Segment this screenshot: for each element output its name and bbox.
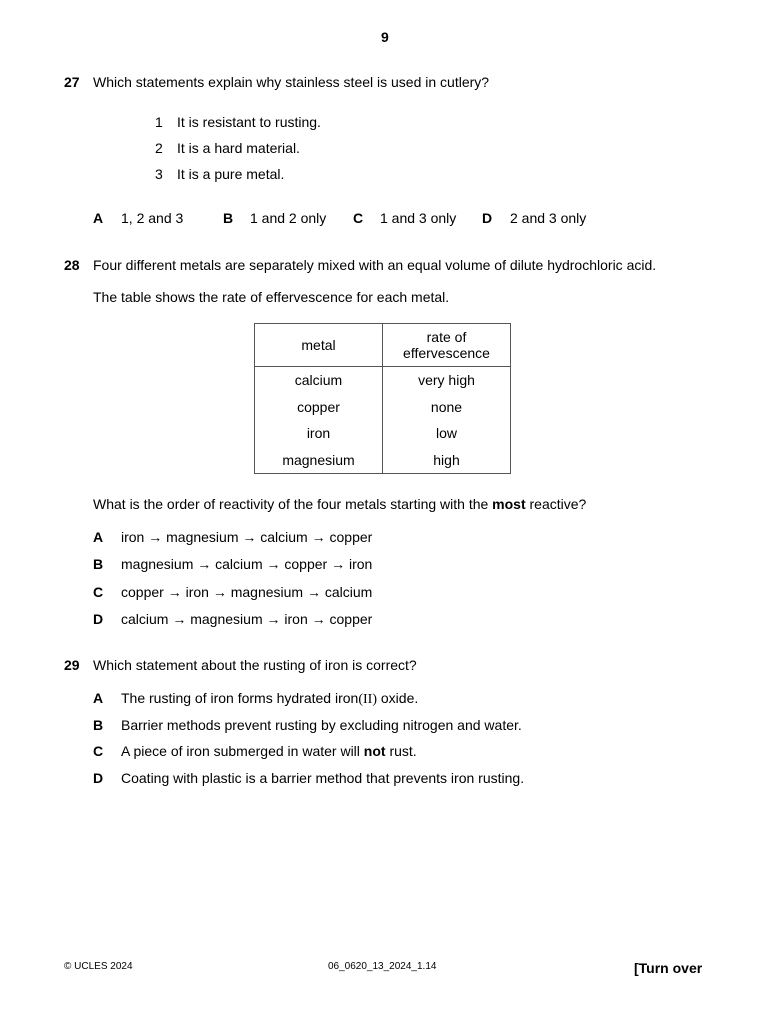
q28-option-b: magnesium → calcium → copper → iron: [121, 556, 373, 572]
q27-option-d-letter: D: [482, 210, 493, 226]
q27-statement-1: It is resistant to rusting.: [177, 114, 321, 130]
table-cell-rate: none: [383, 394, 511, 421]
q27-number: 27: [64, 74, 80, 90]
footer-copyright: © UCLES 2024: [64, 961, 133, 972]
q29-option-a-roman: (II): [358, 692, 377, 707]
q28-question-pre: What is the order of reactivity of the four metals starting with the: [93, 496, 493, 512]
q27-option-a: 1, 2 and 3: [121, 210, 184, 226]
q28-text: Four different metals are separately mixed with an equal volume of dilute hydrochloric acid.: [93, 257, 657, 273]
q28-option-d-letter: D: [93, 611, 104, 627]
table-cell-metal: iron: [255, 420, 383, 447]
q28-question-post: reactive?: [525, 496, 587, 512]
q27-statement-2-num: 2: [155, 140, 163, 156]
table-cell-metal: magnesium: [255, 447, 383, 474]
table-header-metal: metal: [255, 324, 383, 367]
q28-option-d: calcium → magnesium → iron → copper: [121, 611, 373, 627]
q28-option-c-letter: C: [93, 584, 104, 600]
q28-option-b-letter: B: [93, 556, 104, 572]
page-number: 9: [381, 29, 389, 45]
q27-statement-3: It is a pure metal.: [177, 166, 285, 182]
table-header-rate: [383, 324, 511, 367]
footer-turn-over: [Turn over: [634, 960, 703, 976]
q27-statement-3-num: 3: [155, 166, 163, 182]
q29-option-d: Coating with plastic is a barrier method that prevents iron rusting.: [121, 770, 525, 786]
q29-option-a: [121, 690, 418, 708]
q29-option-a-post: oxide.: [377, 690, 419, 706]
table-header-rate-line2: effervescence: [403, 345, 490, 361]
q29-option-c: [121, 743, 417, 759]
q28-intro: The table shows the rate of effervescence for each metal.: [93, 289, 450, 305]
q29-option-d-letter: D: [93, 770, 104, 786]
q29-option-b-letter: B: [93, 717, 104, 733]
q27-option-b-letter: B: [223, 210, 234, 226]
q27-option-c: 1 and 3 only: [380, 210, 457, 226]
q29-option-b: Barrier methods prevent rusting by excluding nitrogen and water.: [121, 717, 522, 733]
q27-statement-1-num: 1: [155, 114, 163, 130]
q27-statement-2: It is a hard material.: [177, 140, 300, 156]
q27-option-a-letter: A: [93, 210, 104, 226]
table-cell-metal: copper: [255, 394, 383, 421]
table-header-rate-line1: rate of: [426, 329, 467, 345]
q29-option-a-letter: A: [93, 690, 104, 706]
table-cell-metal: calcium: [255, 367, 383, 394]
q27-option-d: 2 and 3 only: [510, 210, 587, 226]
q29-number: 29: [64, 657, 80, 673]
q29-option-c-emphasis: not: [363, 743, 386, 759]
q28-question-emphasis: most: [492, 496, 526, 512]
table-cell-rate: high: [383, 447, 511, 474]
table-row: [255, 367, 511, 394]
q29-text: Which statement about the rusting of iron is correct?: [93, 657, 417, 673]
q28-option-c: copper → iron → magnesium → calcium: [121, 584, 373, 600]
q29-option-a-pre: The rusting of iron forms hydrated iron: [121, 690, 359, 706]
q28-number: 28: [64, 257, 80, 273]
q29-option-c-post: rust.: [385, 743, 417, 759]
q27-text: Which statements explain why stainless steel is used in cutlery?: [93, 74, 490, 90]
table-cell-rate: low: [383, 420, 511, 447]
effervescence-table: [254, 323, 511, 474]
q28-option-a: iron → magnesium → calcium → copper: [121, 529, 373, 545]
q29-option-c-pre: A piece of iron submerged in water will: [121, 743, 364, 759]
q28-option-a-letter: A: [93, 529, 104, 545]
table-row: [255, 447, 511, 474]
table-row: [255, 420, 511, 447]
footer-paper-code: 06_0620_13_2024_1.14: [328, 961, 437, 972]
q27-option-b: 1 and 2 only: [250, 210, 327, 226]
q27-option-c-letter: C: [353, 210, 364, 226]
q28-question: [93, 496, 586, 512]
table-cell-rate: very high: [383, 367, 511, 394]
q29-option-c-letter: C: [93, 743, 104, 759]
table-row: [255, 394, 511, 421]
